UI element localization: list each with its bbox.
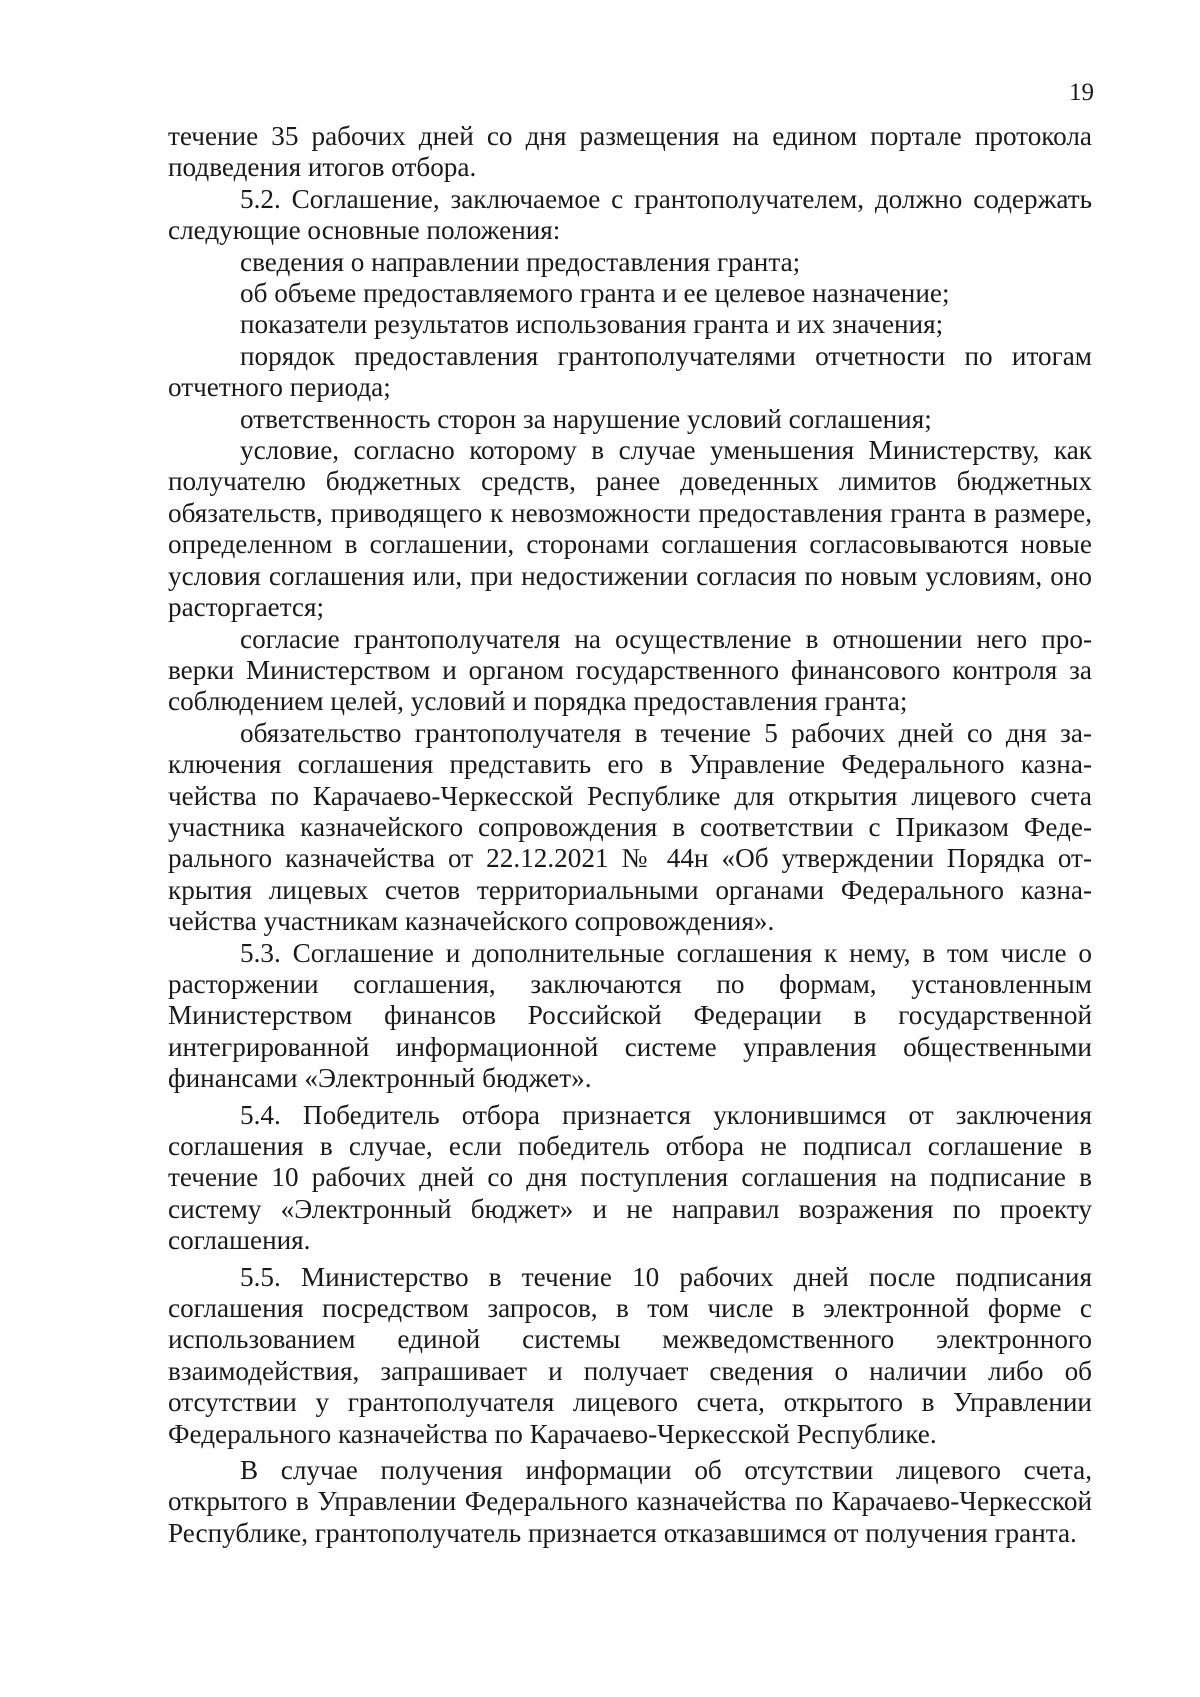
list-item-audit-consent: согласие грантополучателя на осуществление в отношении него проверки Министерством и органом государственного финансового контроля за соблюдением целей, условий и порядка предоставления гранта; [168, 623, 1092, 717]
list-item-grant-volume: об объеме предоставляемого гранта и ее целевое назначение; [240, 278, 950, 309]
paragraph-5-2: 5.2. Соглашение, заключаемое с грантополучателем, должно содержать следующие основные положения: [168, 183, 1092, 246]
list-item-reporting-procedure: порядок предоставления грантополучателями отчетности по итогам отчетного периода; [168, 340, 1092, 403]
paragraph-no-account: В случае получения информации об отсутствии лицевого счета, открытого в Управлении Федерального казначейства по Карачаево-Черкесской Республике, грантополучатель признается отказавшимся от получения гранта. [168, 1455, 1092, 1548]
paragraph-5-4: 5.4. Победитель отбора признается уклонившимся от заключения соглашения в случае, если победитель отбора не подписал соглашение в течение 10 рабочих дней со дня поступления соглашения на подписание в систему «Электронный бюджет» и не направил возражения по проекту соглашения. [168, 1099, 1092, 1256]
paragraph-5-3: 5.3. Соглашение и дополнительные соглашения к нему, в том числе о расторжении соглашения, заключаются по формам, установленным Министерством финансов Российской Федерации в государственной интегрированной информационной системе управления общественными финансами «Электронный бюджет». [168, 937, 1092, 1094]
list-item-limit-reduction-condition: условие, согласно которому в случае уменьшения Министерству, как получателю бюджетных средств, ранее доведенных лимитов бюджетных обязательств, приводящего к невозможности предоставления гранта в размере, определенном в соглашении, сторонами соглашения согласовываются новые условия соглашения или, при недостижении согласия по новым условиям, оно расторгается; [168, 435, 1092, 623]
list-item-grant-direction: сведения о направлении предоставления гранта; [240, 246, 801, 277]
list-item-treasury-obligation: обязательство грантополучателя в течение 5 рабочих дней со дня заключения соглашения представить его в Управление Федерального казначейства по Карачаево-Черкесской Республике для открытия лицевого счета участника казначейского сопровождения в соответствии с Приказом Федерального казначейства от 22.12.2021 № 44н «Об утверждении Порядка открытия лицевых счетов территориальными органами Федерального казначейства участникам казначейского сопровождения». [168, 717, 1092, 937]
list-item-result-indicators: показатели результатов использования гранта и их значения; [240, 309, 944, 340]
list-item-responsibility: ответственность сторон за нарушение условий соглашения; [240, 403, 932, 434]
body-text [168, 121, 1092, 1549]
paragraph-5-5: 5.5. Министерство в течение 10 рабочих дней после подписания соглашения посредством запросов, в том числе в электронной форме с использованием единой системы межведомственного электронного взаимодействия, запрашивает и получает сведения о наличии либо об отсутствии у грантополучателя лицевого счета, открытого в Управлении Федерального казначейства по Карачаево-Черкесской Республике. [168, 1261, 1092, 1449]
paragraph-continuation: течение 35 рабочих дней со дня размещения на едином портале протокола подведения итогов отбора. [168, 121, 1092, 183]
page-number: 19 [1069, 79, 1094, 106]
